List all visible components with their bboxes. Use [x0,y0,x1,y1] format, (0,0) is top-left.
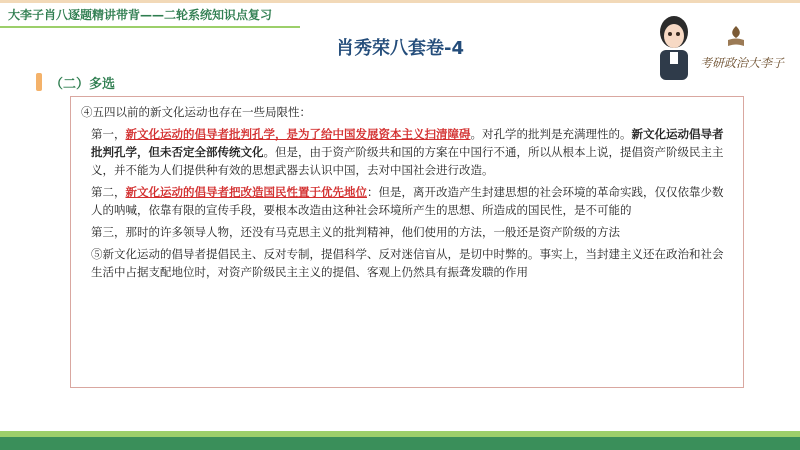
p1-rest: 。但是，由于资产阶级共和国的方案在中国行不通，所以从根本上说，提倡资产阶级民主主义，并不能为人们提供种有效的思想武器去认识中国，去对中国社会进行改造。 [91,145,724,177]
paragraph-2 [81,183,733,219]
section-header [36,72,115,92]
intro-paragraph [81,103,733,121]
intro-text: ④五四以前的新文化运动也存在一些局限性： [81,105,311,119]
page-title: 肖秀荣八套卷-4 [336,38,464,59]
p1-prefix: 第一， [91,127,126,141]
p2-highlight-red: 新文化运动的倡导者把改造国民性置于优先地位 [125,185,367,199]
p3-text: 第三，那时的许多领导人物，还没有马克思主义的批判精神，他们使用的方法，一般还是资产阶级的方法 [91,225,620,239]
p2-prefix: 第二， [91,185,126,199]
p2-rest: ：但是，离开改造产生封建思想的社会环境的革命实践，仅仅依靠少数人的呐喊，依靠有限的宣传手段，要根本改造由这种社会环境所产生的思想、所造成的国民性，是不可能的 [91,185,724,217]
avatar-illustration [650,12,698,82]
paragraph-4 [81,245,733,281]
section-marker [36,73,42,91]
p4-text: ⑤新文化运动的倡导者提倡民主、反对专制，提倡科学、反对迷信盲从，是切中时弊的。事实上，当封建主义还在政治和社会生活中占据支配地位时，对资产阶级民主主义的提倡、客观上仍然具有振聋发聩的作用 [91,247,724,279]
p1-mid: 。对孔学的批判是充满理性的。 [470,127,632,141]
section-label: （二）多选 [50,76,116,92]
brand-name: 考研政治大李子 [700,56,785,70]
scroll-logo-icon [724,24,748,50]
title-underline [0,26,300,28]
top-accent-line [0,0,800,3]
paragraph-3 [81,223,733,241]
p1-highlight-bold: 新文化运动倡导者批判孔学，但未否定全部传统文化 [91,127,724,159]
bottom-accent-bar [0,437,800,450]
course-title: 大李子肖八逐题精讲带背——二轮系统知识点复习 [8,8,273,22]
brand-logo [650,12,790,82]
content-box [70,96,744,388]
paragraph-1 [81,125,733,179]
p1-highlight-red: 新文化运动的倡导者批判孔学，是为了给中国发展资本主义扫清障碍 [125,127,471,141]
